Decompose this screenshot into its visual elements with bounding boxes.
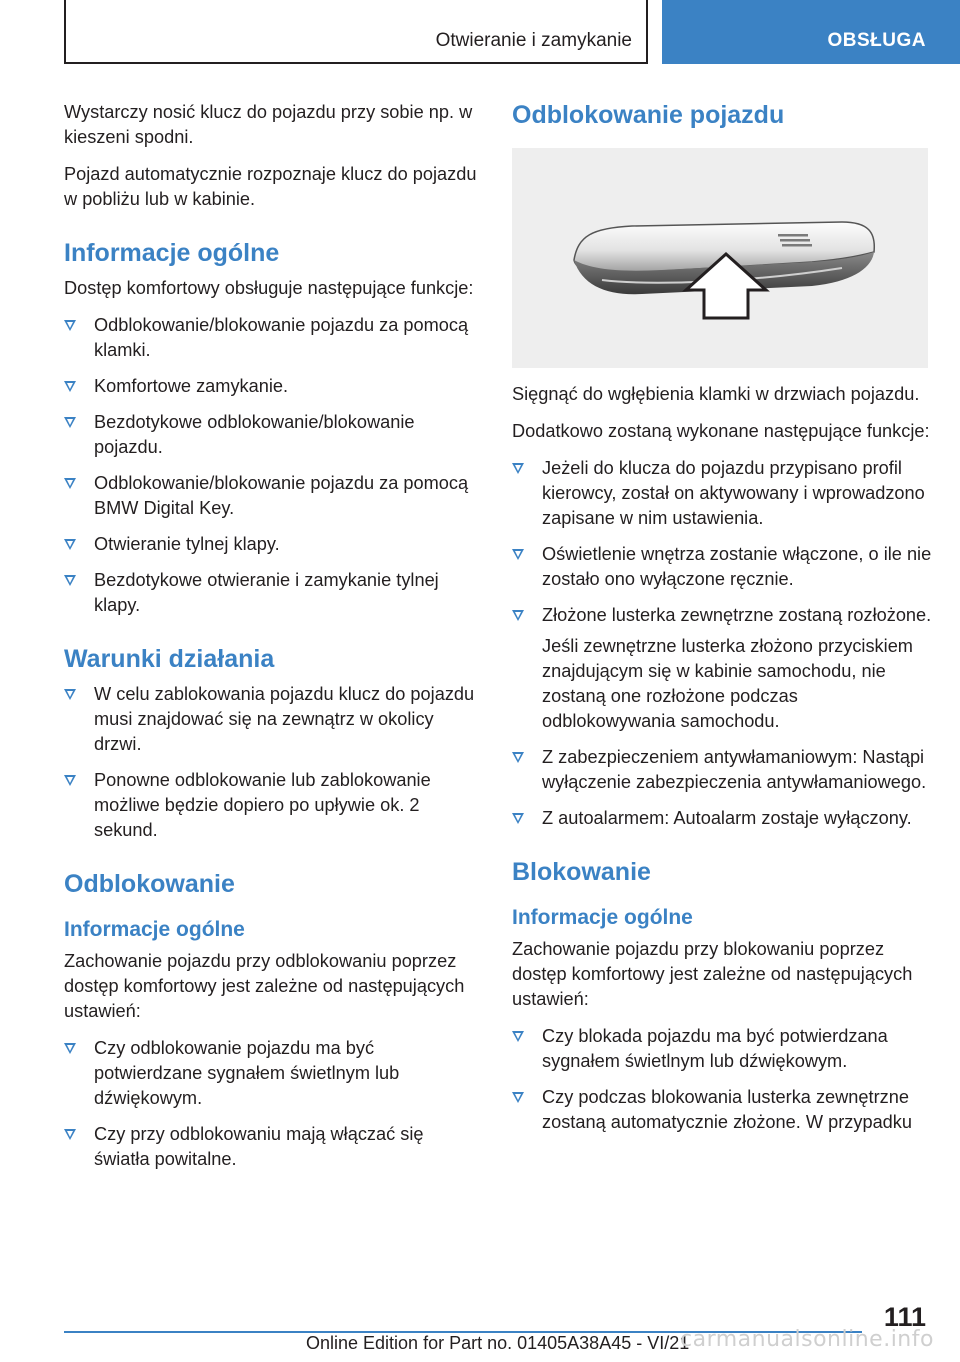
list-item: W celu zablokowania pojazdu klucz do pojazdu musi znajdować się na zewnątrz w okolicy drzwi. [64, 682, 478, 757]
unlocking-text: Zachowanie pojazdu przy odblokowaniu poprzez dostęp komfortowy jest zależne od następujących ustawień: [64, 951, 465, 1021]
triangle-bullet-icon [64, 320, 76, 331]
door-handle-icon [512, 148, 928, 368]
unlocking-list [64, 1036, 478, 1172]
triangle-bullet-icon [64, 539, 76, 550]
subheading-general: Informacje ogólne [64, 918, 245, 941]
list-item: Czy blokada pojazdu ma być potwierdzana sygnałem świetlnym lub dźwiękowym. [512, 1024, 932, 1074]
page-number: 111 [883, 1302, 926, 1332]
section-heading-unlocking: Odblokowanie [64, 870, 235, 898]
unlock-text: Dodatkowo zostaną wykonane następujące funkcje: [512, 421, 930, 441]
list-item: Odblokowanie/blokowanie pojazdu za pomocą klamki. [64, 313, 478, 363]
intro-paragraph: Wystarczy nosić klucz do pojazdu przy sobie np. w kieszeni spodni. [64, 102, 473, 147]
section-heading-locking: Blokowanie [512, 858, 651, 886]
general-list [64, 313, 478, 618]
list-item: Jeżeli do klucza do pojazdu przypisano profil kierowcy, został on aktywowany i wprowadzono zapisane w nim ustawienia. [512, 456, 932, 531]
locking-list [512, 1024, 932, 1135]
section-heading-general: Informacje ogólne [64, 239, 280, 267]
door-handle-figure [512, 148, 928, 368]
list-item: Ponowne odblokowanie lub zablokowanie możliwe będzie dopiero po upływie ok. 2 sekund. [64, 768, 478, 843]
list-item: Komfortowe zamykanie. [64, 374, 478, 399]
subheading-general: Informacje ogólne [512, 906, 693, 929]
triangle-bullet-icon [64, 575, 76, 586]
header-tab-label: OBSŁUGA [827, 30, 926, 51]
triangle-bullet-icon [64, 689, 76, 700]
general-text: Dostęp komfortowy obsługuje następujące funkcje: [64, 278, 474, 298]
list-item: Bezdotykowe otwieranie i zamykanie tylnej klapy. [64, 568, 478, 618]
locking-text: Zachowanie pojazdu przy blokowaniu poprzez dostęp komfortowy jest zależne od następujących ustawień: [512, 939, 913, 1009]
triangle-bullet-icon [64, 417, 76, 428]
section-heading-unlock-vehicle: Odblokowanie pojazdu [512, 101, 785, 129]
triangle-bullet-icon [64, 1129, 76, 1140]
list-item: Odblokowanie/blokowanie pojazdu za pomocą BMW Digital Key. [64, 471, 478, 521]
triangle-bullet-icon [512, 610, 524, 621]
list-item: Złożone lusterka zewnętrzne zostaną rozłożone. Jeśli zewnętrzne lusterka złożono przyciskiem znajdującym się w kabinie samochodu, nie zostaną one rozłożone podczas odblokowywania samochodu. [512, 603, 932, 734]
list-item: Czy przy odblokowaniu mają włączać się światła powitalne. [64, 1122, 478, 1172]
triangle-bullet-icon [64, 775, 76, 786]
list-item: Otwieranie tylnej klapy. [64, 532, 478, 557]
triangle-bullet-icon [512, 813, 524, 824]
list-item: Oświetlenie wnętrza zostanie włączone, o ile nie zostało ono wyłączone ręcznie. [512, 542, 932, 592]
figure-caption: Sięgnąć do wgłębienia klamki w drzwiach pojazdu. [512, 384, 920, 404]
triangle-bullet-icon [512, 1092, 524, 1103]
triangle-bullet-icon [512, 1031, 524, 1042]
left-column [64, 100, 478, 1183]
triangle-bullet-icon [512, 549, 524, 560]
triangle-bullet-icon [512, 752, 524, 763]
header-box [64, 0, 648, 64]
header-tab[interactable] [662, 0, 960, 64]
intro-paragraph: Pojazd automatycznie rozpoznaje klucz do pojazdu w pobliżu lub w kabinie. [64, 164, 477, 209]
watermark: carmanualsonline.info [680, 1327, 934, 1352]
list-item: Czy odblokowanie pojazdu ma być potwierdzane sygnałem świetlnym lub dźwiękowym. [64, 1036, 478, 1111]
right-column [512, 100, 932, 1146]
triangle-bullet-icon [512, 463, 524, 474]
triangle-bullet-icon [64, 381, 76, 392]
triangle-bullet-icon [64, 1043, 76, 1054]
mirror-note: Jeśli zewnętrzne lusterka złożono przyciskiem znajdującym się w kabinie samochodu, nie zostaną one rozłożone podczas odblokowywania samochodu. [542, 636, 913, 731]
unlock-list [512, 456, 932, 831]
list-item: Z zabezpieczeniem antywłamaniowym: Nastąpi wyłączenie zabezpieczenia antywłamaniowego. [512, 745, 932, 795]
list-item: Czy podczas blokowania lusterka zewnętrzne zostaną automatycznie złożone. W przypadku [512, 1085, 932, 1135]
section-heading-conditions: Warunki działania [64, 645, 275, 673]
list-item: Bezdotykowe odblokowanie/blokowanie pojazdu. [64, 410, 478, 460]
footer-edition: Online Edition for Part no. 01405A38A45 - VI/21 [306, 1333, 690, 1353]
triangle-bullet-icon [64, 478, 76, 489]
list-item: Z autoalarmem: Autoalarm zostaje wyłączony. [512, 806, 932, 831]
header-title: Otwieranie i zamykanie [435, 30, 632, 51]
conditions-list [64, 682, 478, 843]
